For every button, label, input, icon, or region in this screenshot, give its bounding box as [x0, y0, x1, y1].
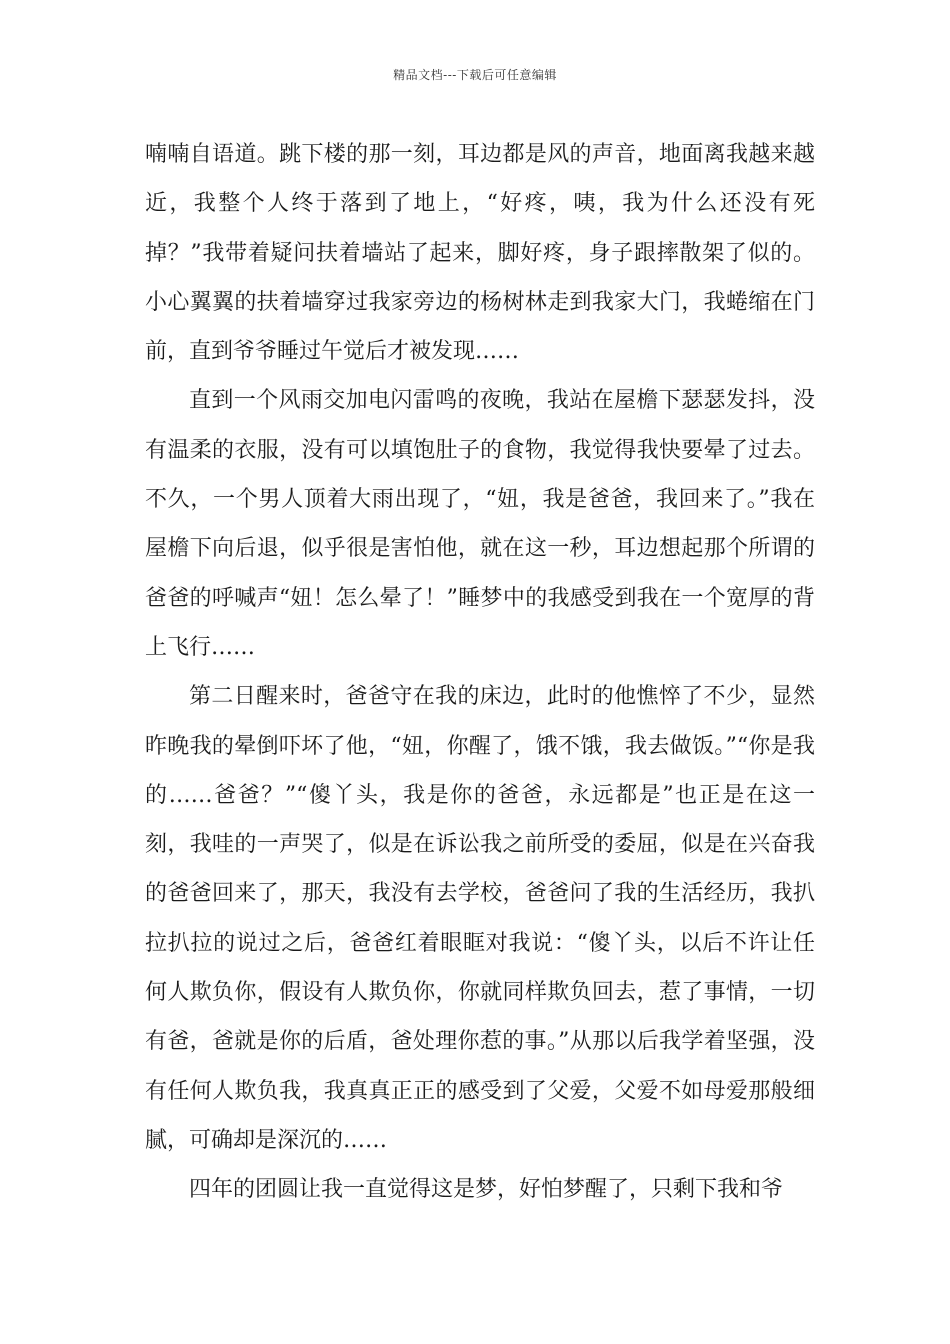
paragraph-3: 第二日醒来时，爸爸守在我的床边，此时的他憔悴了不少，显然昨晚我的晕倒吓坏了他，“妞，你醒了，饿不饿，我去做饭。”“你是我的……爸爸？”“傻丫头，我是你的爸爸，永远都是”也正是在这一刻，我哇的一声哭了，似是在诉讼我之前所受的委屈，似是在兴奋我的爸爸回来了，那天，我没有去学校，爸爸问了我的生活经历，我扒拉扒拉的说过之后，爸爸红着眼眶对我说：“傻丫头，以后不许让任何人欺负你，假设有人欺负你，你就同样欺负回去，惹了事情，一切有爸，爸就是你的后盾，爸处理你惹的事。”从那以后我学着坚强，没有任何人欺负我，我真真正正的感受到了父爱，父爱不如母爱那般细腻，可确却是深沉的……	[145, 684, 815, 1153]
paragraph-4: 四年的团圆让我一直觉得这是梦，好怕梦醒了，只剩下我和爷	[189, 1177, 784, 1203]
page-header: 精品文档---下载后可任意编辑	[393, 68, 557, 82]
document-body	[145, 130, 815, 1215]
paragraph-1: 喃喃自语道。跳下楼的那一刻，耳边都是风的声音，地面离我越来越近，我整个人终于落到了地上，“好疼，咦，我为什么还没有死掉？”我带着疑问扶着墙站了起来，脚好疼，身子跟摔散架了似的。小心翼翼的扶着墙穿过我家旁边的杨树林走到我家大门，我蜷缩在门前，直到爷爷睡过午觉后才被发现……	[145, 142, 815, 365]
paragraph-2: 直到一个风雨交加电闪雷鸣的夜晚，我站在屋檐下瑟瑟发抖，没有温柔的衣服，没有可以填饱肚子的食物，我觉得我快要晕了过去。不久，一个男人顶着大雨出现了，“妞，我是爸爸，我回来了。”我在屋檐下向后退，似乎很是害怕他，就在这一秒，耳边想起那个所谓的爸爸的呼喊声“妞！怎么晕了！”睡梦中的我感受到我在一个宽厚的背上飞行……	[145, 388, 815, 660]
